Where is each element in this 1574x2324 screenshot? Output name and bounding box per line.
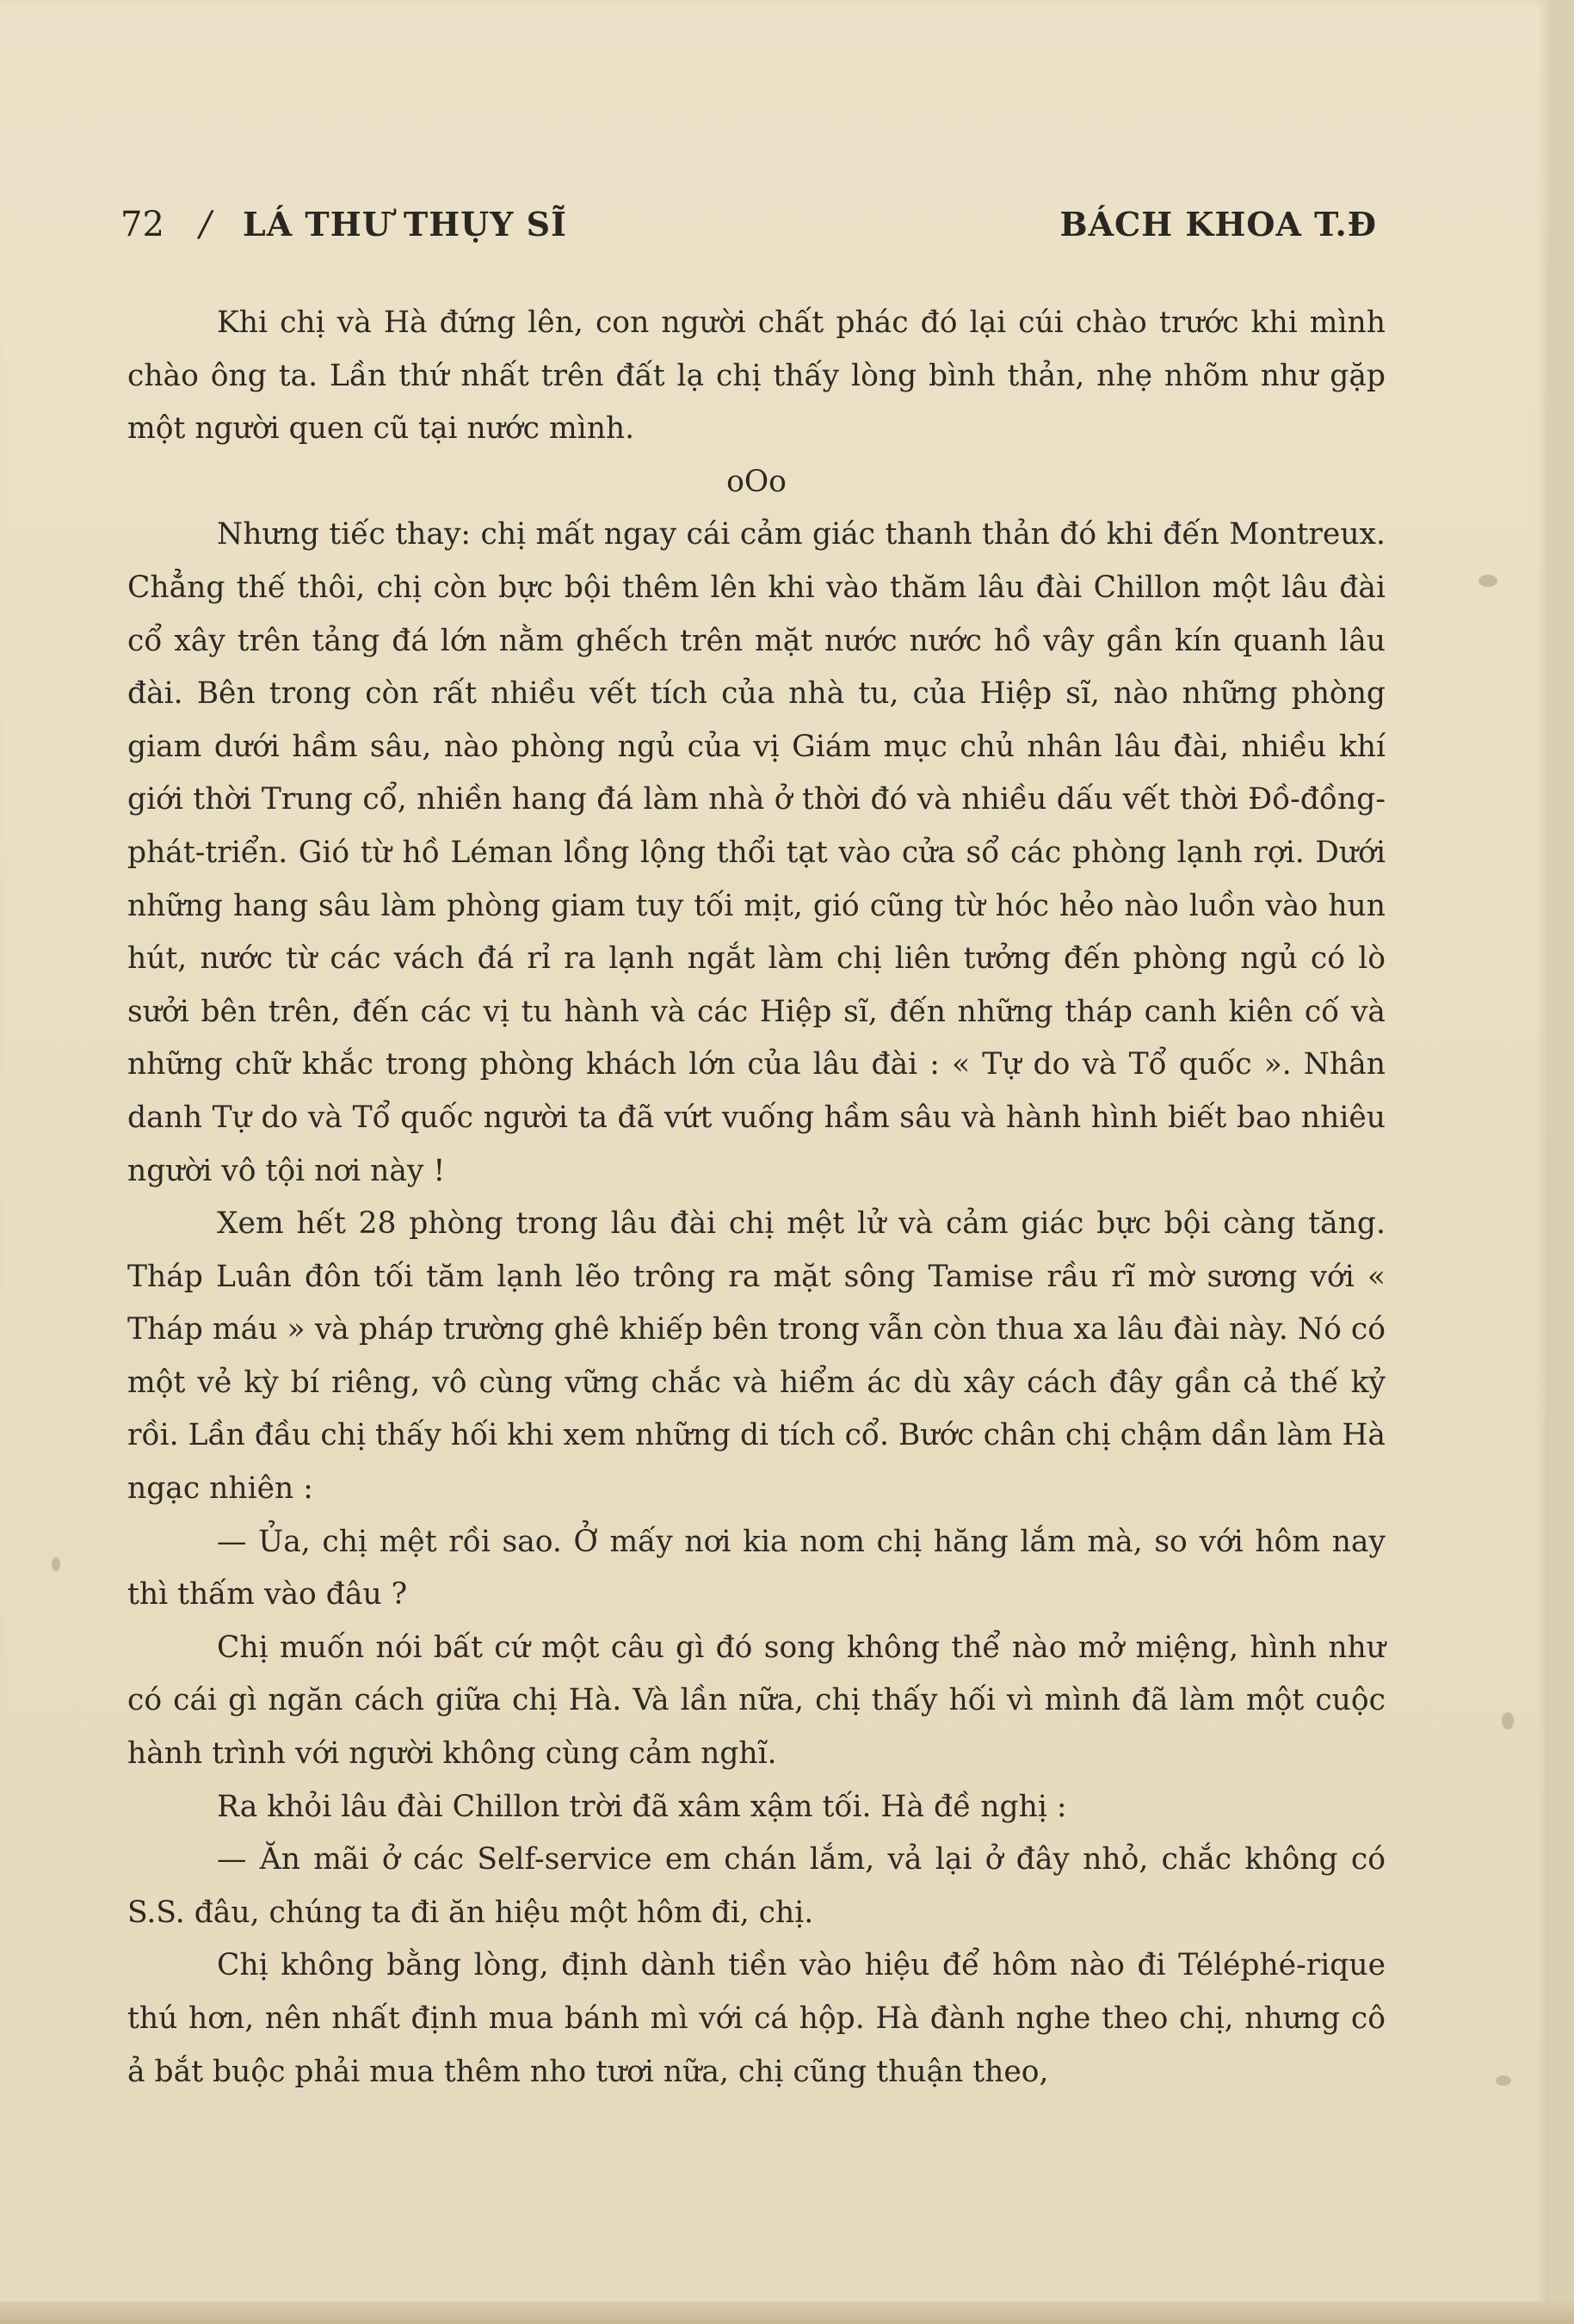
running-header — [120, 205, 1377, 265]
paragraph: Khi chị và Hà đứng lên, con người chất phác đó lại cúi chào trước khi mình chào ông ta. Lần thứ nhất trên đất lạ chị thấy lòng bình thản, nhẹ nhõm như gặp một người quen cũ tại nước mình. — [127, 305, 1386, 447]
paper-speck — [1502, 1712, 1514, 1729]
paragraph: Chị không bằng lòng, định dành tiền vào hiệu để hôm nào đi Téléphé-rique thú hơn, nên nhất định mua bánh mì với cá hộp. Hà đành nghe theo chị, nhưng cô ả bắt buộc phải mua thêm nho tươi nữa, chị cũng thuận theo, — [127, 1948, 1386, 2089]
paragraph: Xem hết 28 phòng trong lâu đài chị mệt lử và cảm giác bực bội càng tăng. Tháp Luân đôn tối tăm lạnh lẽo trông ra mặt sông Tamise rầu rĩ mờ sương với « Tháp máu » và pháp trường ghê khiếp bên trong vẫn còn thua xa lâu đài này. Nó có một vẻ kỳ bí riêng, vô cùng vững chắc và hiểm ác dù xây cách đây gần cả thế kỷ rồi. Lần đầu chị thấy hối khi xem những di tích cổ. Bước chân chị chậm dần làm Hà ngạc nhiên : — [127, 1206, 1386, 1507]
section-separator: oOo — [726, 464, 787, 499]
page-edge — [1549, 0, 1574, 2324]
paper-speck — [1496, 2075, 1511, 2086]
dialogue-paragraph: — Ủa, chị mệt rồi sao. Ở mấy nơi kia nom chị hăng lắm mà, so với hôm nay thì thấm vào đâu ? — [127, 1524, 1386, 1612]
running-title: LÁ THƯ THỤY SĨ — [243, 205, 567, 243]
page-bottom-edge — [0, 2302, 1574, 2324]
paragraph: Ra khỏi lâu đài Chillon trời đã xâm xậm tối. Hà đề nghị : — [217, 1789, 1067, 1824]
paper-speck — [52, 1557, 60, 1571]
page-number: 72 — [120, 205, 164, 244]
paragraph: Nhưng tiếc thay: chị mất ngay cái cảm giác thanh thản đó khi đến Montreux. Chẳng thế thôi, chị còn bực bội thêm lên khi vào thăm lâu đài Chillon một lâu đài cổ xây trên tảng đá lớn nằm ghếch trên mặt nước nước hồ vây gần kín quanh lâu đài. Bên trong còn rất nhiều vết tích của nhà tu, của Hiệp sĩ, nào những phòng giam dưới hầm sâu, nào phòng ngủ của vị Giám mục chủ nhân lâu đài, nhiều khí giới thời Trung cổ, nhiền hang đá làm nhà ở thời đó và nhiều dấu vết thời Đồ-đồng-phát-triển. Gió từ hồ Léman lồng lộng thổi tạt vào cửa sổ các phòng lạnh rợi. Dưới những hang sâu làm phòng giam tuy tối mịt, gió cũng từ hóc hẻo nào luồn vào hun hút, nước từ các vách đá rỉ ra lạnh ngắt làm chị liên tưởng đến phòng ngủ có lò sưởi bên trên, đến các vị tu hành và các Hiệp sĩ, đến những tháp canh kiên cố và những chữ khắc trong phòng khách lớn của lâu đài : « Tự do và Tổ quốc ». Nhân danh Tự do và Tổ quốc người ta đã vứt vuống hầm sâu và hành hình biết bao nhiêu người vô tội nơi này ! — [127, 517, 1386, 1188]
article-body — [127, 297, 1386, 2099]
header-separator: / — [200, 205, 212, 244]
journal-name: BÁCH KHOA T.Đ — [1059, 205, 1377, 243]
paper-speck — [1478, 575, 1497, 587]
dialogue-paragraph: — Ăn mãi ở các Self-service em chán lắm, vả lại ở đây nhỏ, chắc không có S.S. đâu, chúng ta đi ăn hiệu một hôm đi, chị. — [127, 1842, 1386, 1930]
paragraph: Chị muốn nói bất cứ một câu gì đó song không thể nào mở miệng, hình như có cái gì ngăn cách giữa chị Hà. Và lần nữa, chị thấy hối vì mình đã làm một cuộc hành trình với người không cùng cảm nghĩ. — [127, 1630, 1386, 1772]
